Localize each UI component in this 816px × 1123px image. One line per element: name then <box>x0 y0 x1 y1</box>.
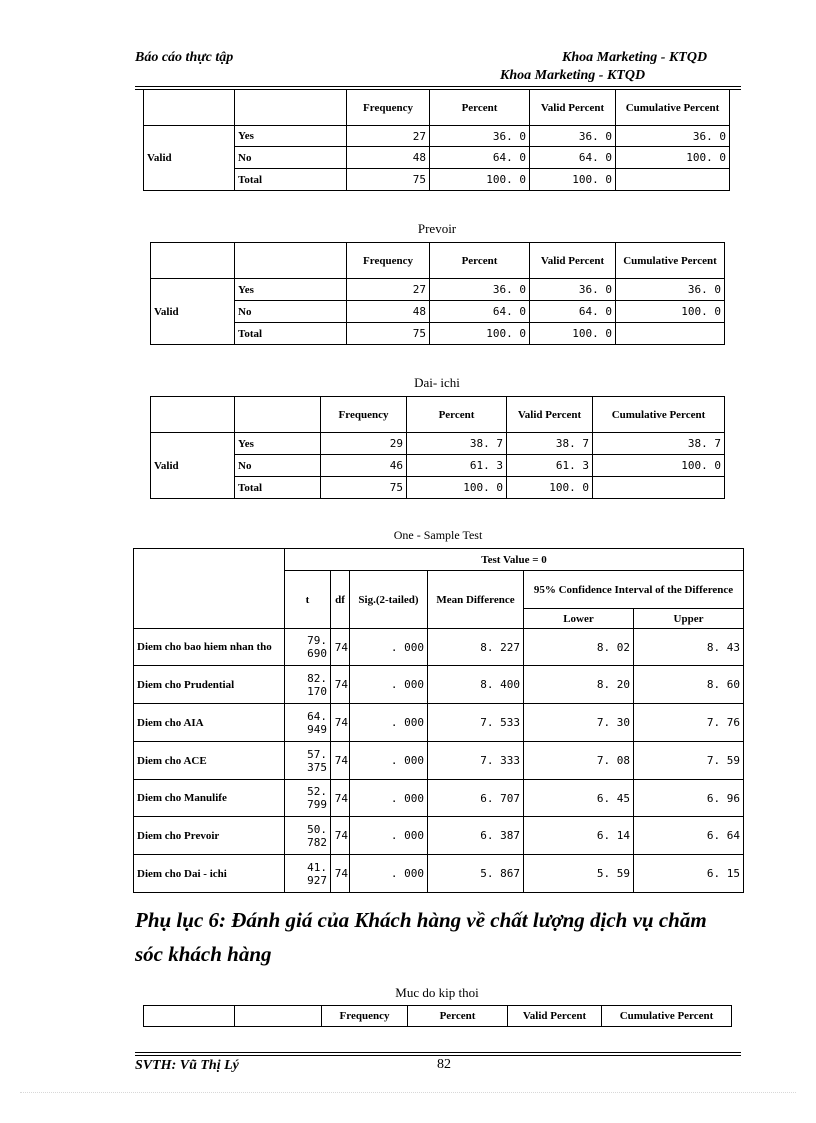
cell-valid-percent: 100. 0 <box>530 169 616 191</box>
cell-t-part2: 375 <box>307 760 327 774</box>
col-frequency: Frequency <box>321 397 407 433</box>
test-value-header: Test Value = 0 <box>285 549 744 571</box>
col-mean-difference: Mean Difference <box>428 571 524 629</box>
cell-t <box>285 704 331 742</box>
cell-valid-percent: 36. 0 <box>530 279 616 301</box>
col-df: df <box>331 571 350 629</box>
cell-t-part1: 50. <box>307 822 327 836</box>
cell-percent: 36. 0 <box>430 279 530 301</box>
table-title-dai-ichi: Dai- ichi <box>414 375 460 390</box>
cell-percent: 36. 0 <box>430 126 530 147</box>
cell-cumulative: 100. 0 <box>616 301 725 323</box>
col-cumulative-percent: Cumulative Percent <box>616 243 725 279</box>
col-valid-percent: Valid Percent <box>508 1006 602 1027</box>
cell-upper: 8. 43 <box>634 629 744 666</box>
cell-upper: 6. 64 <box>634 817 744 855</box>
cell-valid-percent: 38. 7 <box>507 433 593 455</box>
cell-frequency: 75 <box>321 477 407 499</box>
cell-t-part2: 927 <box>307 873 327 887</box>
cell-frequency: 27 <box>347 279 430 301</box>
cell-cumulative <box>593 477 725 499</box>
row-label: Diem cho AIA <box>134 704 285 742</box>
cell-t-part2: 170 <box>307 684 327 698</box>
col-sig: Sig.(2-tailed) <box>350 571 428 629</box>
cell-t-part2: 949 <box>307 722 327 736</box>
cell-sig: . 000 <box>350 817 428 855</box>
row-label: Total <box>235 477 321 499</box>
col-frequency: Frequency <box>347 90 430 126</box>
cell-t-part2: 782 <box>307 835 327 849</box>
corner-cell <box>144 90 235 126</box>
cell-df: 74 <box>331 742 350 780</box>
cell-sig: . 000 <box>350 855 428 893</box>
cell-mean: 7. 333 <box>428 742 524 780</box>
cell-cumulative: 36. 0 <box>616 126 730 147</box>
col-percent: Percent <box>407 397 507 433</box>
cell-t-part2: 799 <box>307 798 327 811</box>
cell-t <box>285 855 331 893</box>
cell-frequency: 75 <box>347 169 430 191</box>
cell-upper: 7. 59 <box>634 742 744 780</box>
cell-mean: 8. 400 <box>428 666 524 704</box>
section-heading <box>135 903 755 971</box>
row-label: No <box>235 147 347 169</box>
corner-cell <box>151 397 235 433</box>
cell-df: 74 <box>331 666 350 704</box>
table-title-prevoir: Prevoir <box>417 221 457 236</box>
cell-sig: . 000 <box>350 629 428 666</box>
cell-cumulative <box>616 323 725 345</box>
col-cumulative-percent: Cumulative Percent <box>602 1006 732 1027</box>
cell-frequency: 48 <box>347 301 430 323</box>
table-title-one-sample-test: One - Sample Test <box>393 528 483 542</box>
row-label: Yes <box>235 126 347 147</box>
row-label: No <box>235 455 321 477</box>
col-percent: Percent <box>408 1006 508 1027</box>
cell-lower: 5. 59 <box>524 855 634 893</box>
frequency-table-prevoir <box>150 242 725 345</box>
corner-cell <box>144 1006 235 1027</box>
cell-frequency: 75 <box>347 323 430 345</box>
cell-lower: 8. 20 <box>524 666 634 704</box>
cell-upper: 6. 96 <box>634 780 744 817</box>
cell-upper: 8. 60 <box>634 666 744 704</box>
cell-t <box>285 742 331 780</box>
frequency-table-dai-ichi <box>150 396 725 499</box>
cell-t-part1: 52. <box>307 785 327 798</box>
cell-t-part1: 41. <box>307 860 327 874</box>
cell-df: 74 <box>331 629 350 666</box>
corner-cell <box>235 90 347 126</box>
header-right-duplicate: Khoa Marketing - KTQD <box>500 68 646 83</box>
row-label: Diem cho Prudential <box>134 666 285 704</box>
row-group-valid: Valid <box>151 279 235 345</box>
col-t: t <box>285 571 331 629</box>
col-cumulative-percent: Cumulative Percent <box>593 397 725 433</box>
row-label: Diem cho bao hiem nhan tho <box>134 629 285 666</box>
cell-cumulative: 38. 7 <box>593 433 725 455</box>
cell-frequency: 48 <box>347 147 430 169</box>
cell-cumulative <box>616 169 730 191</box>
cell-upper: 7. 76 <box>634 704 744 742</box>
cell-t-part2: 690 <box>307 647 327 660</box>
header-left: Báo cáo thực tập <box>135 50 234 65</box>
cell-t-part1: 82. <box>307 671 327 685</box>
table-title-muc-do-kip-thoi: Muc do kip thoi <box>395 985 479 1000</box>
cell-valid-percent: 100. 0 <box>507 477 593 499</box>
cell-cumulative: 100. 0 <box>593 455 725 477</box>
frequency-table-1 <box>143 89 730 191</box>
cell-mean: 6. 707 <box>428 780 524 817</box>
row-label: Yes <box>235 433 321 455</box>
cell-t <box>285 817 331 855</box>
cell-t-part1: 79. <box>307 634 327 647</box>
corner-cell <box>151 243 235 279</box>
cell-percent: 64. 0 <box>430 147 530 169</box>
cell-frequency: 27 <box>347 126 430 147</box>
cell-sig: . 000 <box>350 780 428 817</box>
cell-mean: 7. 533 <box>428 704 524 742</box>
cell-t-part1: 57. <box>307 747 327 761</box>
col-frequency: Frequency <box>322 1006 408 1027</box>
cell-percent: 100. 0 <box>430 169 530 191</box>
cell-t <box>285 629 331 666</box>
one-sample-test-table <box>133 548 744 893</box>
footer-author: SVTH: Vũ Thị Lý <box>135 1058 239 1073</box>
footer-rule <box>135 1052 741 1056</box>
col-valid-percent: Valid Percent <box>507 397 593 433</box>
cell-df: 74 <box>331 855 350 893</box>
cell-cumulative: 100. 0 <box>616 147 730 169</box>
cell-valid-percent: 64. 0 <box>530 147 616 169</box>
cell-t <box>285 666 331 704</box>
cell-upper: 6. 15 <box>634 855 744 893</box>
corner-cell <box>134 549 285 629</box>
cell-mean: 6. 387 <box>428 817 524 855</box>
cell-df: 74 <box>331 780 350 817</box>
cell-cumulative: 36. 0 <box>616 279 725 301</box>
corner-cell <box>235 1006 322 1027</box>
col-frequency: Frequency <box>347 243 430 279</box>
row-label: Yes <box>235 279 347 301</box>
cell-lower: 6. 45 <box>524 780 634 817</box>
row-label: Total <box>235 169 347 191</box>
cell-lower: 7. 30 <box>524 704 634 742</box>
cell-lower: 6. 14 <box>524 817 634 855</box>
page-edge-divider <box>20 1092 796 1093</box>
cell-mean: 5. 867 <box>428 855 524 893</box>
row-label: Diem cho ACE <box>134 742 285 780</box>
section-heading-line1: Phụ lục 6: Đánh giá của Khách hàng về chất lượng dịch vụ chăm <box>135 908 707 932</box>
row-label: Diem cho Dai - ichi <box>134 855 285 893</box>
cell-sig: . 000 <box>350 704 428 742</box>
cell-frequency: 29 <box>321 433 407 455</box>
cell-mean: 8. 227 <box>428 629 524 666</box>
row-label: Diem cho Prevoir <box>134 817 285 855</box>
col-upper: Upper <box>634 609 744 629</box>
cell-percent: 38. 7 <box>407 433 507 455</box>
col-confidence-interval: 95% Confidence Interval of the Difference <box>524 571 744 609</box>
frequency-table-muc-do-kip-thoi <box>143 1005 732 1027</box>
cell-sig: . 000 <box>350 742 428 780</box>
page-number: 82 <box>437 1057 451 1072</box>
cell-percent: 100. 0 <box>407 477 507 499</box>
corner-cell <box>235 397 321 433</box>
col-valid-percent: Valid Percent <box>530 90 616 126</box>
cell-valid-percent: 61. 3 <box>507 455 593 477</box>
cell-lower: 8. 02 <box>524 629 634 666</box>
col-percent: Percent <box>430 90 530 126</box>
row-label: No <box>235 301 347 323</box>
cell-df: 74 <box>331 704 350 742</box>
cell-percent: 64. 0 <box>430 301 530 323</box>
col-cumulative-percent: Cumulative Percent <box>616 90 730 126</box>
col-valid-percent: Valid Percent <box>530 243 616 279</box>
row-group-valid: Valid <box>144 126 235 191</box>
cell-frequency: 46 <box>321 455 407 477</box>
cell-lower: 7. 08 <box>524 742 634 780</box>
cell-t <box>285 780 331 817</box>
cell-sig: . 000 <box>350 666 428 704</box>
cell-t-part1: 64. <box>307 709 327 723</box>
cell-percent: 61. 3 <box>407 455 507 477</box>
col-lower: Lower <box>524 609 634 629</box>
cell-valid-percent: 36. 0 <box>530 126 616 147</box>
cell-df: 74 <box>331 817 350 855</box>
row-label: Diem cho Manulife <box>134 780 285 817</box>
cell-percent: 100. 0 <box>430 323 530 345</box>
header-right: Khoa Marketing - KTQD <box>562 50 708 65</box>
cell-valid-percent: 64. 0 <box>530 301 616 323</box>
cell-valid-percent: 100. 0 <box>530 323 616 345</box>
row-label: Total <box>235 323 347 345</box>
row-group-valid: Valid <box>151 433 235 499</box>
col-percent: Percent <box>430 243 530 279</box>
section-heading-line2: sóc khách hàng <box>135 942 272 966</box>
corner-cell <box>235 243 347 279</box>
